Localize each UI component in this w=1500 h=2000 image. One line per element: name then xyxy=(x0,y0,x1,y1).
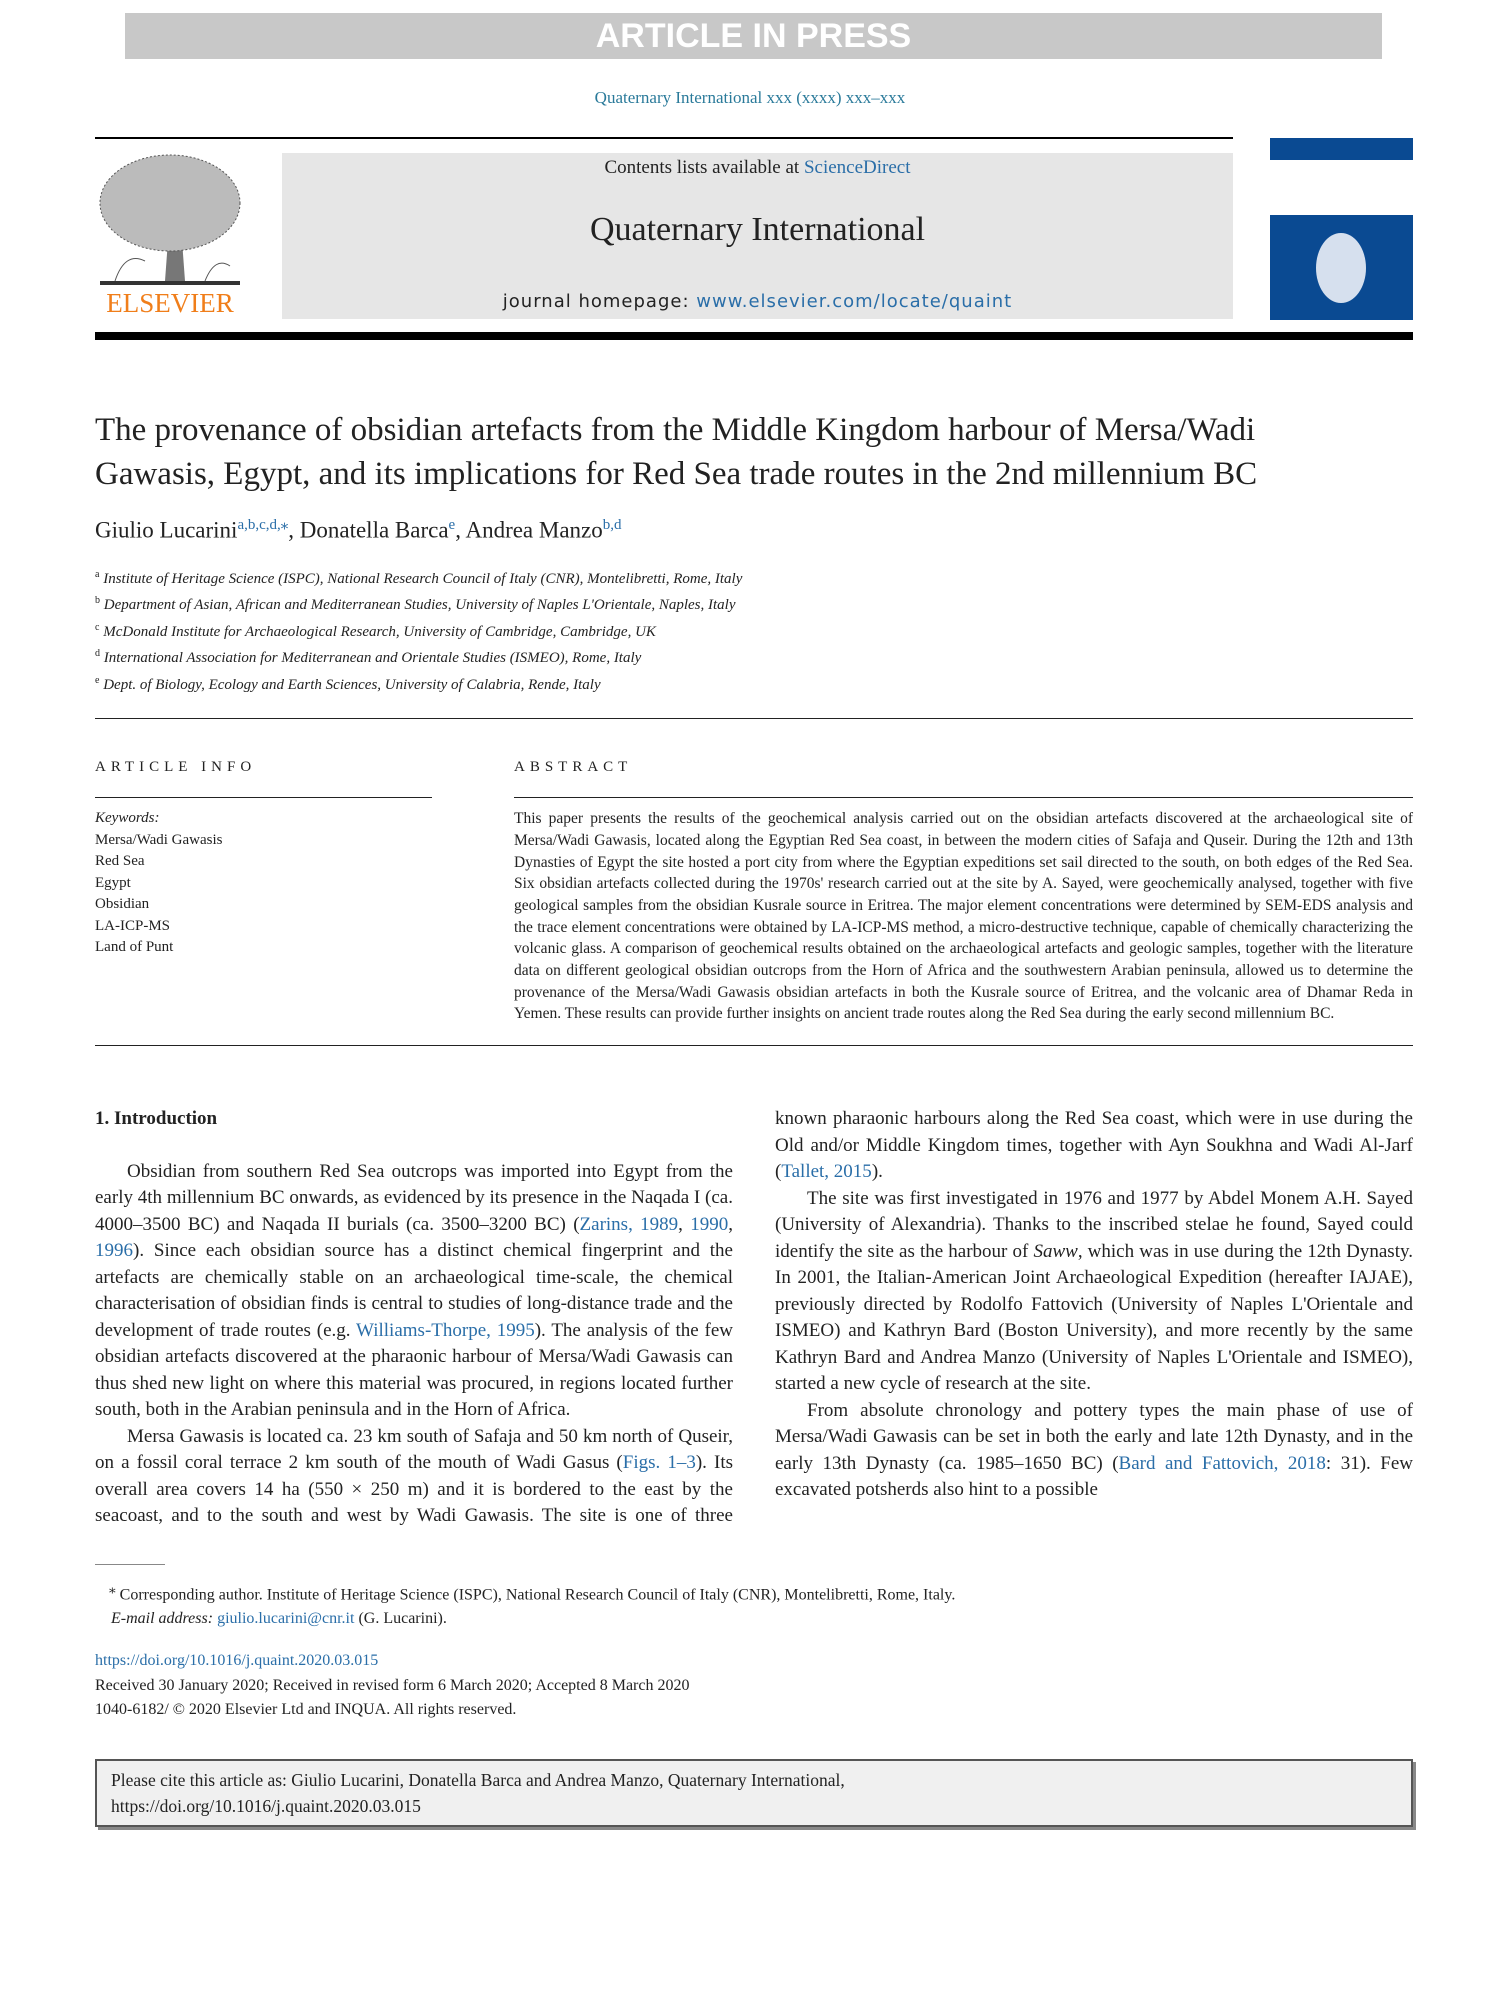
cite-text: Please cite this article as: Giulio Lucarini, Donatella Barca and Andrea Manzo, Quaternary International, xyxy=(111,1769,845,1790)
author-affiliation-marks[interactable]: a,b,c,d,⁎ xyxy=(237,517,289,533)
article-title: The provenance of obsidian artefacts from the Middle Kingdom harbour of Mersa/Wadi Gawasis, Egypt, and its implications for Red Sea trade routes in the 2nd millennium BC xyxy=(95,412,1258,492)
journal-cover-image xyxy=(1270,138,1413,320)
citation-link[interactable]: Zarins, 1989 xyxy=(579,1213,679,1235)
author-affiliation-marks[interactable]: b,d xyxy=(602,517,622,533)
publication-info xyxy=(95,1649,1413,1723)
divider xyxy=(95,718,1413,719)
author-affiliation-marks[interactable]: e xyxy=(448,517,456,533)
elsevier-logo xyxy=(95,153,245,319)
author-name[interactable]: Giulio Lucarini xyxy=(95,517,238,543)
abstract-text: This paper presents the results of the geochemical analysis carried out on the obsidian artefacts discovered at the archaeological site of Mersa/Wadi Gawasis, located along the Egyptian Red Sea coast, in between the modern cities of Safaja and Quseir. During the 12th and 13th Dynasties of Egypt the site hosted a port city from where the Egyptian expeditions set sail directed to the south, on both edges of the Red Sea. Six obsidian artefacts collected during the 1970s' research carried out at the site by A. Sayed, were geochemically analysed, together with five geological samples from the obsidian Kusrale source in Eritrea. The major element concentrations were determined by SEM-EDS analysis and the trace element concentrations were obtained by LA-ICP-MS method, a micro-destructive technique, capable of chemically characterizing the volcanic glass. A comparison of geochemical results obtained on the archaeological artefacts and geologic samples, together with the literature data on different geological obsidian outcrops from the Horn of Africa and the southwestern Arabian peninsula, allowed us to determine the provenance of the Mersa/Wadi Gawasis obsidian artefacts in both the Kusrale source of Eritrea, and the volcanic area of Dhamar Reda in Yemen. These results can provide further insights on ancient trade routes along the Red Sea during the early second millennium BC. xyxy=(514,810,1413,1023)
citation-link[interactable]: Williams-Thorpe, 1995 xyxy=(356,1319,535,1341)
doi-link[interactable]: https://doi.org/10.1016/j.quaint.2020.03.015 xyxy=(95,1652,379,1670)
sciencedirect-link[interactable]: ScienceDirect xyxy=(803,157,911,178)
abstract-heading: ABSTRACT xyxy=(514,759,633,776)
keyword: Land of Punt xyxy=(95,939,174,956)
article-info-heading: ARTICLE INFO xyxy=(95,759,257,776)
received-dates: Received 30 January 2020; Received in revised form 6 March 2020; Accepted 8 March 2020 xyxy=(95,1676,690,1694)
elsevier-wordmark: ELSEVIER xyxy=(106,288,234,318)
section-heading: 1. Introduction xyxy=(95,1108,218,1130)
footnote-rule xyxy=(95,1564,165,1565)
journal-header xyxy=(282,153,1233,319)
citation-box xyxy=(95,1759,1413,1827)
keyword: Red Sea xyxy=(95,853,145,870)
copyright: 1040-6182/ © 2020 Elsevier Ltd and INQUA. All rights reserved. xyxy=(95,1701,517,1719)
citation-link[interactable]: Tallet, 2015 xyxy=(781,1161,872,1183)
affiliation: $^c$ McDonald Institute for Archaeological Research, University of Cambridge, Cambridge, UK xyxy=(95,621,656,640)
header-thick-rule xyxy=(95,332,1413,340)
divider xyxy=(514,797,1413,798)
journal-name: Quaternary International xyxy=(589,211,926,248)
affiliation: $^e$ Dept. of Biology, Ecology and Earth Sciences, University of Calabria, Rende, Italy xyxy=(95,674,601,693)
homepage-link[interactable]: www.elsevier.com/locate/quaint xyxy=(696,291,1013,312)
affiliation: $^d$ International Association for Mediterranean and Orientale Studies (ISMEO), Rome, Italy xyxy=(95,648,642,667)
email-link[interactable]: giulio.lucarini@cnr.it xyxy=(217,1610,355,1628)
author-name[interactable]: Andrea Manzo xyxy=(465,517,603,543)
affiliations xyxy=(95,564,1413,697)
citation-link[interactable]: 1996 xyxy=(95,1240,133,1262)
keyword: Egypt xyxy=(95,874,131,891)
affiliation: $^b$ Department of Asian, African and Mediterranean Studies, University of Naples L'Orientale, Naples, Italy xyxy=(95,595,736,614)
keyword: Obsidian xyxy=(95,896,150,913)
paragraph: From absolute chronology and pottery types the main phase of use of Mersa/Wadi Gawasis can be set in both the early and late 12th Dynasty, and in the early 13th Dynasty (ca. 1985–1650 BC) (Bard and Fattovich, 2018: 31). Few excavated potsherds also hint to a possible xyxy=(775,1399,1413,1501)
article-body xyxy=(95,408,1413,1827)
author-name[interactable]: Donatella Barca xyxy=(299,517,449,543)
affiliation: $^a$ Institute of Heritage Science (ISPC), National Research Council of Italy (CNR), Montelibretti, Rome, Italy xyxy=(95,568,743,587)
divider xyxy=(95,1045,1413,1046)
paragraph: The site was first investigated in 1976 and 1977 by Abdel Monem A.H. Sayed (University of Alexandria). Thanks to the inscribed stelae he found, Sayed could identify the site as the harbour of Saww, which was in use during the 12th Dynasty. In 2001, the Italian-American Joint Archaeological Expedition (hereafter IAJAE), previously directed by Rodolfo Fattovich (University of Naples L'Orientale and ISMEO) and Kathryn Bard (Boston University), and more recently by the same Kathryn Bard and Andrea Manzo (University of Naples L'Orientale and ISMEO), started a new cycle of research at the site. xyxy=(775,1187,1413,1395)
citation-link[interactable]: 1990 xyxy=(690,1213,729,1235)
footnote: ⁎ Corresponding author. Institute of Heritage Science (ISPC), National Research Council of Italy (CNR), Montelibretti, Rome, Italy. E-mail address: giulio.lucarini@cnr.it (G. Lucarini). xyxy=(109,1580,956,1628)
inqua-seal-icon xyxy=(1316,233,1366,303)
abstract-section xyxy=(514,757,1413,1025)
cite-doi[interactable]: https://doi.org/10.1016/j.quaint.2020.03.015 xyxy=(111,1795,421,1816)
paragraph: Mersa Gawasis is located ca. 23 km south of Safaja and 50 km north of Quseir, on a fossil coral terrace 2 km south of the mouth of Wadi Gasus (Figs. 1–3). Its overall area covers 14 ha (550 × 250 m) and it is bordered to the east by the seacoast, and to the south and west by Wadi Gawasis. The site is one of three known pharaonic harbours along the Red Sea coast, which were in use during the Old and/or Middle Kingdom times, together with Ayn Soukhna and Wadi Al-Jarf (Tallet, 2015). xyxy=(95,1108,1413,1527)
contents-label: Contents lists available at xyxy=(604,157,804,178)
introduction-columns xyxy=(95,1106,1413,1530)
tree-icon xyxy=(95,153,245,288)
header-rule xyxy=(95,137,1233,139)
keyword: LA-ICP-MS xyxy=(95,917,171,934)
citation-link[interactable]: Bard and Fattovich, 2018 xyxy=(1118,1452,1326,1474)
paragraph: Obsidian from southern Red Sea outcrops was imported into Egypt from the early 4th millennium BC onwards, as evidenced by its presence in the Naqada I (ca. 4000–3500 BC) and Naqada II burials (ca. 3500–3200 BC) (Zarins, 1989, 1990, 1996). Since each obsidian source has a distinct chemical fingerprint and the artefacts are chemically stable on an archaeological time-scale, the chemical characterisation of obsidian finds is central to studies of long-distance trade and the development of trade routes (e.g. Williams-Thorpe, 1995). The analysis of the few obsidian artefacts discovered at the pharaonic harbour of Mersa/Wadi Gawasis can thus shed new light on where this material was procured, in regions located further south, both in the Arabian peninsula and in the Horn of Africa. xyxy=(95,1160,734,1421)
keyword: Mersa/Wadi Gawasis xyxy=(95,831,223,848)
figure-link[interactable]: Figs. 1–3 xyxy=(622,1452,696,1474)
journal-reference-link[interactable]: Quaternary International xxx (xxxx) xxx–xxx xyxy=(594,88,906,107)
author-list: Giulio Lucarini$^{a,b,c,d,⁎}$, Donatella Barca$^e$, Andrea Manzo$^{b,d}$ xyxy=(95,517,622,543)
keywords-label: Keywords: xyxy=(95,810,160,827)
divider xyxy=(95,797,432,798)
homepage-label: journal homepage: xyxy=(502,291,697,312)
article-info-section xyxy=(95,757,432,1025)
article-in-press-banner: ARTICLE IN PRESS xyxy=(125,13,1382,59)
keywords xyxy=(95,808,432,959)
